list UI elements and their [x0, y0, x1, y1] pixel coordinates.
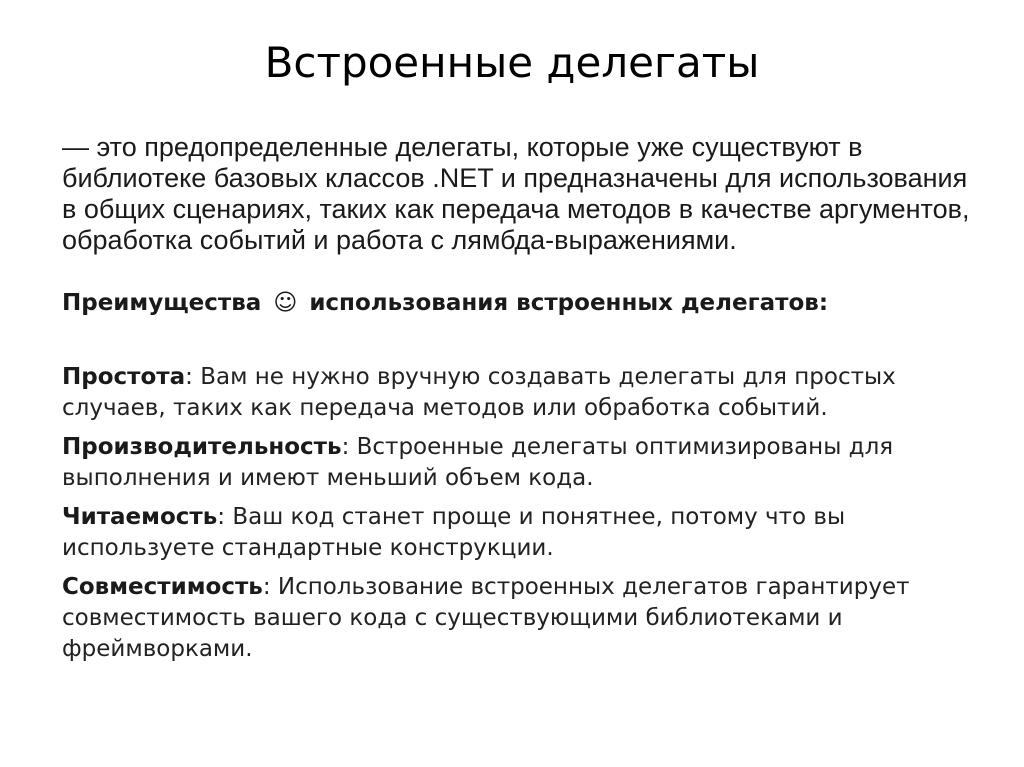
advantages-heading — [62, 290, 982, 316]
slide-title: Встроенные делегаты — [264, 38, 760, 87]
point-text: : Вам не нужно вручную создавать делегаты для простых случаев, таких как передача методов или обработка событий. — [62, 364, 896, 421]
point-term: Простота — [62, 364, 186, 390]
point-text: : Встроенные делегаты оптимизированы для выполнения и имеют меньший объем кода. — [62, 434, 894, 491]
list-item — [62, 362, 972, 424]
advantages-list — [62, 362, 972, 673]
point-term: Читаемость — [62, 504, 218, 530]
point-term: Совместимость — [62, 574, 263, 600]
list-item — [62, 572, 972, 665]
point-term: Производительность — [62, 434, 342, 460]
advantages-heading-end: использования встроенных делегатов: — [309, 290, 829, 316]
list-item — [62, 502, 972, 564]
smiley-icon: ☺ — [273, 290, 298, 316]
list-item — [62, 432, 972, 494]
point-text: : Ваш код станет проще и понятнее, потому что вы используете стандартные конструкции. — [62, 504, 846, 561]
intro-paragraph: — это предопределенные делегаты, которые уже существуют в библиотеке базовых классов .NET и предназначены для использования в общих сценариях, таких как передача методов в качестве аргументов, обработка событий и работа с лямбда-выражениями. — [62, 132, 970, 255]
point-text: : Использование встроенных делегатов гарантирует совместимость вашего кода с существующими библиотеками и фреймворками. — [62, 574, 910, 662]
advantages-heading-start: Преимущества — [62, 290, 262, 316]
